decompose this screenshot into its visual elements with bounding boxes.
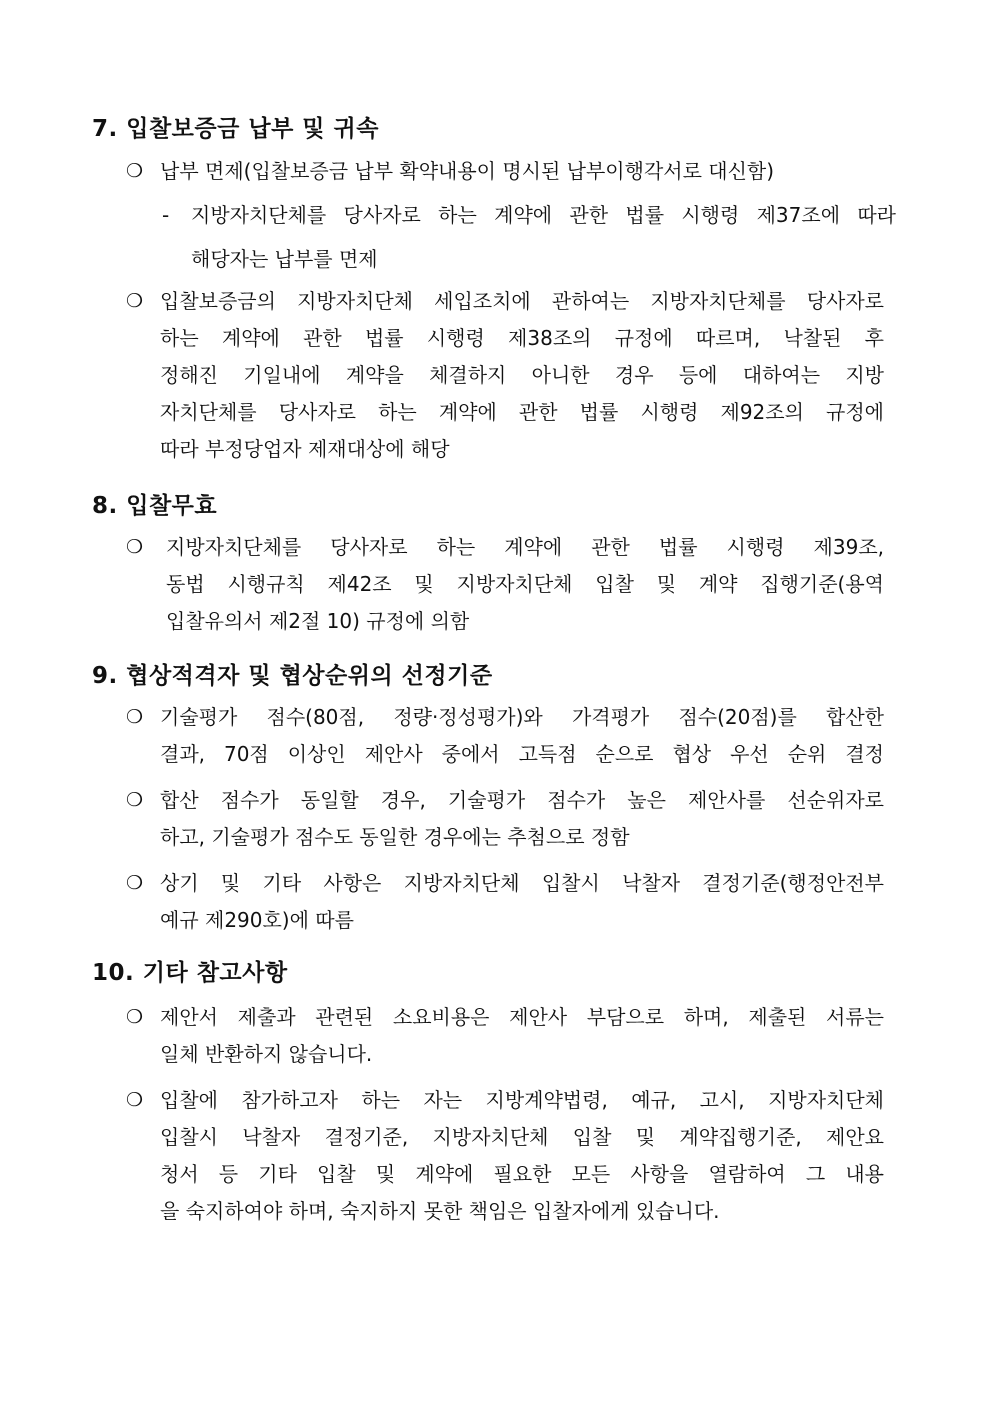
section-10-heading: 10. 기타 참고사항 xyxy=(92,960,288,986)
circle-bullet-icon: ❍ xyxy=(126,290,144,312)
circle-bullet-icon: ❍ xyxy=(126,160,144,182)
item-line: 제안서 제출과 관련된 소요비용은 제안사 부담으로 하며, 제출된 서류는 xyxy=(160,1005,884,1029)
item-line: 입찰보증금의 지방자치단체 세입조치에 관하여는 지방자치단체를 당사자로 xyxy=(160,289,884,313)
item-line: 예규 제290호)에 따름 xyxy=(160,908,354,932)
circle-bullet-icon: ❍ xyxy=(126,1006,144,1028)
item-line: 해당자는 납부를 면제 xyxy=(191,247,378,271)
section-9-heading: 9. 협상적격자 및 협상순위의 선정기준 xyxy=(92,663,493,689)
item-line: 지방자치단체를 당사자로 하는 계약에 관한 법률 시행령 제39조, xyxy=(166,535,884,559)
item-line: 일체 반환하지 않습니다. xyxy=(160,1042,373,1066)
item-line: 입찰시 낙찰자 결정기준, 지방자치단체 입찰 및 계약집행기준, 제안요 xyxy=(160,1125,884,1149)
circle-bullet-icon: ❍ xyxy=(126,789,144,811)
item-line: 납부 면제(입찰보증금 납부 확약내용이 명시된 납부이행각서로 대신함) xyxy=(160,159,775,183)
circle-bullet-icon: ❍ xyxy=(126,706,144,728)
item-line: 합산 점수가 동일할 경우, 기술평가 점수가 높은 제안사를 선순위자로 xyxy=(160,788,884,812)
item-line: 하는 계약에 관한 법률 시행령 제38조의 규정에 따르며, 낙찰된 후 xyxy=(160,326,884,350)
item-line: 따라 부정당업자 제재대상에 해당 xyxy=(160,437,450,461)
circle-bullet-icon: ❍ xyxy=(126,872,144,894)
item-line: 청서 등 기타 입찰 및 계약에 필요한 모든 사항을 열람하여 그 내용 xyxy=(160,1162,884,1186)
item-line: 동법 시행규칙 제42조 및 지방자치단체 입찰 및 계약 집행기준(용역 xyxy=(166,572,884,596)
item-line: 결과, 70점 이상인 제안사 중에서 고득점 순으로 협상 우선 순위 결정 xyxy=(160,742,884,766)
item-line: 을 숙지하여야 하며, 숙지하지 못한 책임은 입찰자에게 있습니다. xyxy=(160,1199,720,1223)
item-line: 입찰에 참가하고자 하는 자는 지방계약법령, 예규, 고시, 지방자치단체 xyxy=(160,1088,884,1112)
section-7-heading: 7. 입찰보증금 납부 및 귀속 xyxy=(92,116,379,142)
item-line: 정해진 기일내에 계약을 체결하지 아니한 경우 등에 대하여는 지방 xyxy=(160,363,884,387)
item-line: 입찰유의서 제2절 10) 규정에 의함 xyxy=(166,609,470,633)
item-line: 자치단체를 당사자로 하는 계약에 관한 법률 시행령 제92조의 규정에 xyxy=(160,400,884,424)
circle-bullet-icon: ❍ xyxy=(126,536,144,558)
item-line: 상기 및 기타 사항은 지방자치단체 입찰시 낙찰자 결정기준(행정안전부 xyxy=(160,871,884,895)
section-8-heading: 8. 입찰무효 xyxy=(92,493,218,519)
item-line: 하고, 기술평가 점수도 동일한 경우에는 추첨으로 정함 xyxy=(160,825,630,849)
item-line: 지방자치단체를 당사자로 하는 계약에 관한 법률 시행령 제37조에 따라 xyxy=(191,203,896,227)
item-line: 기술평가 점수(80점, 정량·정성평가)와 가격평가 점수(20점)를 합산한 xyxy=(160,705,884,729)
dash-bullet-icon: - xyxy=(162,203,170,227)
circle-bullet-icon: ❍ xyxy=(126,1089,144,1111)
